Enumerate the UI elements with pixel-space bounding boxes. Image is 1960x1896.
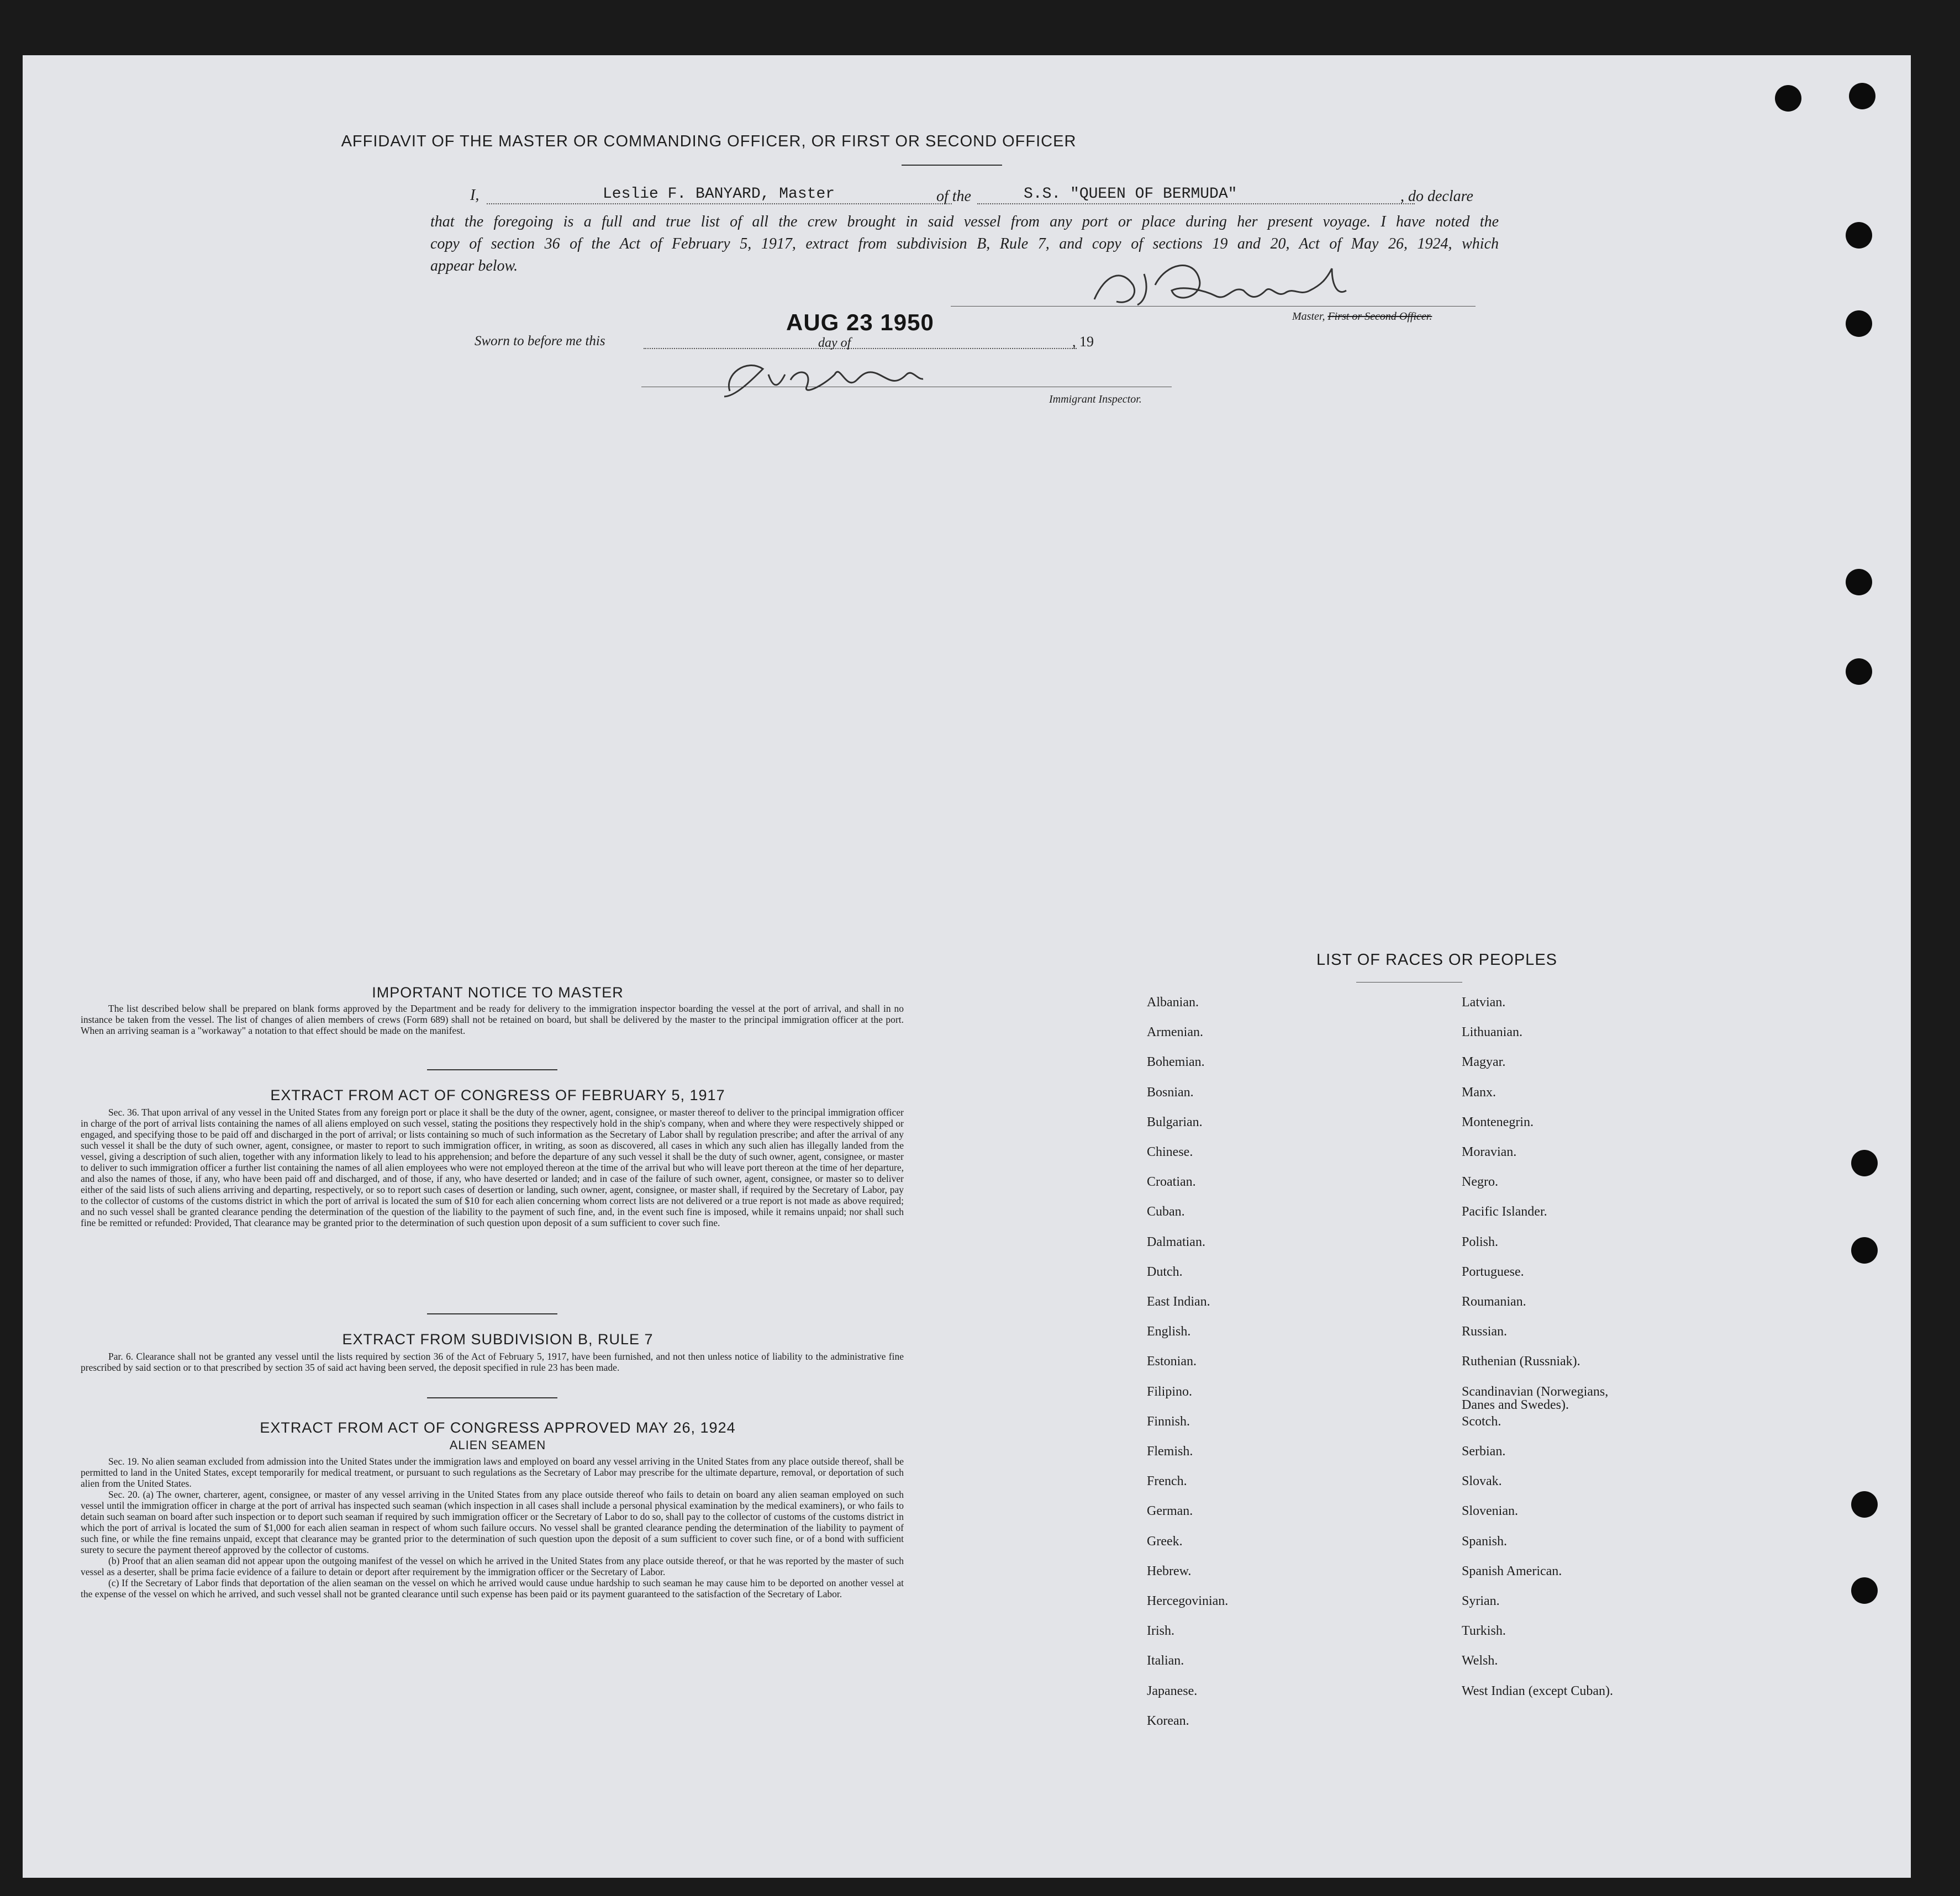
race-item: Croatian. — [1147, 1175, 1196, 1190]
officer-struck: First or Second Officer. — [1327, 310, 1432, 323]
race-item: Italian. — [1147, 1654, 1184, 1668]
race-item: Japanese. — [1147, 1683, 1198, 1698]
affidavit-line-1: that the foregoing is a full and true list of all the crew brought in said vessel from any port or place during her present voyage. I have noted the — [430, 213, 1499, 230]
declarant-name: Leslie F. BANYARD, Master — [603, 186, 835, 203]
race-item: Slovenian. — [1462, 1504, 1518, 1519]
race-item: English. — [1147, 1324, 1191, 1339]
affidavit-title: AFFIDAVIT OF THE MASTER OR COMMANDING OFFICER, OR FIRST OR SECOND OFFICER — [341, 133, 1077, 150]
do-declare-label: , do declare — [1400, 188, 1473, 205]
race-item: Scotch. — [1462, 1414, 1501, 1429]
punch-hole — [1846, 569, 1872, 595]
race-item: Greek. — [1147, 1534, 1183, 1549]
i-label: I, — [470, 187, 480, 204]
affidavit-line-3: appear below. — [430, 257, 518, 274]
day-of-label: day of — [818, 336, 851, 350]
race-item: Negro. — [1462, 1175, 1498, 1190]
race-item: Moravian. — [1462, 1145, 1517, 1159]
notice-block — [81, 1003, 904, 1036]
rule7-block — [81, 1351, 904, 1373]
race-item: Albanian. — [1147, 995, 1199, 1010]
race-item: Spanish American. — [1462, 1564, 1562, 1578]
section-divider — [427, 1313, 557, 1314]
race-item: Bohemian. — [1147, 1055, 1205, 1070]
race-item: Filipino. — [1147, 1384, 1193, 1399]
inspector-signature — [713, 352, 945, 402]
name-line — [487, 203, 952, 204]
races-divider — [1356, 982, 1462, 983]
punch-hole — [1849, 83, 1875, 109]
sec19-text: Sec. 19. No alien seaman excluded from admission into the United States under the immigration laws and employed on board any vessel arriving in the United States from any place outside thereof, shall be permitted to land in the United States, except temporarily for medical treatment, or pursuant to such regulations as the Secretary of Labor may prescribe for the ultimate departure, removal, or deportation of such alien from the United States. — [81, 1456, 904, 1489]
race-item: Korean. — [1147, 1713, 1189, 1728]
race-item: Danes and Swedes). — [1462, 1397, 1569, 1412]
race-item: Slovak. — [1462, 1474, 1502, 1489]
vessel-line — [977, 203, 1415, 204]
race-item: Manx. — [1462, 1085, 1496, 1100]
race-item: Spanish. — [1462, 1534, 1508, 1549]
race-item: Latvian. — [1462, 995, 1506, 1010]
section-divider — [427, 1397, 557, 1398]
race-item: Serbian. — [1462, 1444, 1506, 1459]
race-item: Armenian. — [1147, 1025, 1203, 1040]
of-the-label: of the — [936, 188, 971, 205]
races-title: LIST OF RACES OR PEOPLES — [1316, 951, 1558, 969]
rule7-title: EXTRACT FROM SUBDIVISION B, RULE 7 — [342, 1331, 654, 1348]
race-item: Portuguese. — [1462, 1264, 1524, 1279]
year-prefix: , 19 — [1072, 334, 1094, 350]
extract-1917-block — [81, 1107, 904, 1228]
race-item: Montenegrin. — [1462, 1115, 1534, 1129]
extract-1924-block — [81, 1456, 904, 1599]
extract-1917-title: EXTRACT FROM ACT OF CONGRESS OF FEBRUARY 5, 1917 — [270, 1087, 725, 1103]
race-item: Hebrew. — [1147, 1564, 1192, 1578]
notice-text: The list described below shall be prepared on blank forms approved by the Department and be ready for delivery to the immigration inspector boarding the vessel at the port of arrival, and shall in no instance be taken from the vessel. The list of changes of alien members of crews (Form 689) shall not be retained on board, but shall be delivered by the master to the principal immigration officer at the port. When an arriving seaman is a "workaway" a notation to that effect should be made on the manifest. — [81, 1003, 904, 1036]
race-item: Dalmatian. — [1147, 1234, 1205, 1249]
master-title — [1292, 310, 1432, 323]
section-divider — [427, 1069, 557, 1070]
punch-hole — [1851, 1150, 1878, 1176]
punch-hole — [1851, 1237, 1878, 1264]
race-item: West Indian (except Cuban). — [1462, 1683, 1613, 1698]
race-item: Roumanian. — [1462, 1295, 1526, 1309]
rule7-text: Par. 6. Clearance shall not be granted any vessel until the lists required by section 36 of the Act of February 5, 1917, have been furnished, and not then unless notice of liability to the administrative fine prescribed by said section or to that prescribed by section 35 of said act having been served, the deposit specified in rule 23 has been made. — [81, 1351, 904, 1373]
extract-1917-text: Sec. 36. That upon arrival of any vessel in the United States from any foreign port or place it shall be the duty of the owner, agent, consignee, or master thereof to deliver to the principal immigration officer in charge of the port of arrival lists containing the names of all aliens employed on such vessel, stating the positions they respectively hold in the ship's company, when and where they were respectively shipped or engaged, and specifying those to be paid off and discharged in the port of arrival; or lists containing so much of such information as the Secretary of Labor shall by regulation prescribe; and after the arrival of any such vessel it shall be the duty of such owner, agent, consignee, or master to report to such immigration officer, in writing, as soon as discovered, all cases in which any such alien has illegally landed from the vessel, giving a description of such alien, together with any information likely to lead to his apprehension; and before the departure of any such vessel it shall be the duty of such owner, agent, consignee, or master to deliver to such immigration officer a further list containing the names of all alien employees who were not employed thereon at the time of the arrival but who will leave port thereon at the time of her departure, and also the names of those, if any, who have been paid off and discharged, and of those, if any, who have deserted or landed; and in case of the failure of such owner, agent, consignee, or master so to deliver either of the said lists of such aliens arriving and departing, respectively, or so to report such cases of desertion or landing, such owner, agent, consignee, or master shall, if required by the Secretary of Labor, pay to the collector of customs of the customs district in which the port of arrival is located the sum of $10 for each alien concerning whom correct lists are not delivered or a true report is not made as above required; and no such vessel shall be granted clearance pending the determination of the question of the liability to the payment of such fine, and, in the event such fine is imposed, while it remains unpaid; nor shall such fine be remitted or refunded: Provided, That clearance may be granted prior to the determination of such question upon deposit of a sum sufficient to cover such fine. — [81, 1107, 904, 1228]
document-page — [23, 55, 1911, 1878]
sworn-line — [644, 348, 1077, 349]
sworn-label: Sworn to before me this — [475, 334, 605, 348]
race-item: Scandinavian (Norwegians, — [1462, 1384, 1609, 1399]
race-item: French. — [1147, 1474, 1187, 1489]
sec20b-text: (b) Proof that an alien seaman did not appear upon the outgoing manifest of the vessel on which he arrived in the United States from any place outside thereof, or that he was reported by the master of such vessel as a deserter, shall be prima facie evidence of a failure to detain or deport after requirement by the immigration officer or the Secretary of Labor. — [81, 1555, 904, 1577]
race-item: Cuban. — [1147, 1205, 1185, 1219]
punch-hole — [1846, 222, 1872, 249]
race-item: Syrian. — [1462, 1594, 1500, 1608]
race-item: Bulgarian. — [1147, 1115, 1203, 1129]
extract-1924-title: EXTRACT FROM ACT OF CONGRESS APPROVED MAY 26, 1924 — [260, 1419, 736, 1436]
master-label: Master, — [1292, 310, 1328, 323]
date-stamp: AUG 23 1950 — [786, 309, 934, 335]
punch-hole — [1846, 310, 1872, 337]
race-item: Magyar. — [1462, 1055, 1506, 1070]
title-divider — [902, 165, 1002, 166]
race-item: Dutch. — [1147, 1264, 1183, 1279]
race-item: East Indian. — [1147, 1295, 1210, 1309]
race-item: Flemish. — [1147, 1444, 1193, 1459]
sec20c-text: (c) If the Secretary of Labor finds that deportation of the alien seaman on the vessel on which he arrived would cause undue hardship to such seaman he may cause him to be deported on another vessel at the expense of the vessel on which he arrived, and such vessel shall not be granted clearance until such expense has been paid or its payment guaranteed to the satisfaction of the Secretary of Labor. — [81, 1577, 904, 1599]
sec20a-text: Sec. 20. (a) The owner, charterer, agent, consignee, or master of any vessel arriving in the United States from any place outside thereof who fails to detain on board any alien seaman employed on such vessel until the immigration officer in charge at the port of arrival has inspected such seaman (which inspection in all cases shall include a personal physical examination by the medical examiners), or who fails to detain such seaman on board after such inspection or to deport such seaman if required by such immigration officer or the Secretary of Labor to do so, shall pay to the collector of customs of the customs district in which the port of arrival is located the sum of $1,000 for each alien seaman in respect of whom such failure occurs. No vessel shall be granted clearance pending the determination of the liability to payment of such fine, or while the fine remains unpaid, except that clearance may be granted prior to the determination of such question upon the deposit of a sum sufficient to cover such fine, or of a bond with sufficient surety to secure the payment thereof approved by the collector of customs. — [81, 1489, 904, 1555]
punch-hole — [1846, 658, 1872, 685]
race-item: Polish. — [1462, 1234, 1499, 1249]
race-item: Welsh. — [1462, 1654, 1498, 1668]
race-item: Pacific Islander. — [1462, 1205, 1547, 1219]
race-item: Ruthenian (Russniak). — [1462, 1354, 1580, 1369]
race-item: Bosnian. — [1147, 1085, 1194, 1100]
race-item: Turkish. — [1462, 1624, 1506, 1639]
affidavit-line-2: copy of section 36 of the Act of February 5, 1917, extract from subdivision B, Rule 7, and copy of sections 19 and 20, Act of May 26, 1924, which — [430, 235, 1499, 252]
race-item: Lithuanian. — [1462, 1025, 1522, 1040]
punch-hole — [1851, 1577, 1878, 1604]
race-item: Chinese. — [1147, 1145, 1193, 1159]
race-item: German. — [1147, 1504, 1193, 1519]
race-item: Irish. — [1147, 1624, 1174, 1639]
punch-hole — [1851, 1491, 1878, 1518]
punch-hole — [1775, 85, 1801, 112]
race-item: Hercegovinian. — [1147, 1594, 1229, 1608]
inspector-label: Immigrant Inspector. — [1049, 393, 1142, 405]
master-signature — [1083, 252, 1371, 313]
notice-title: IMPORTANT NOTICE TO MASTER — [372, 984, 624, 1001]
alien-seamen-subtitle: ALIEN SEAMEN — [449, 1438, 546, 1452]
race-item: Finnish. — [1147, 1414, 1190, 1429]
race-item: Russian. — [1462, 1324, 1508, 1339]
race-item: Estonian. — [1147, 1354, 1197, 1369]
vessel-name: S.S. "QUEEN OF BERMUDA" — [1024, 186, 1237, 203]
